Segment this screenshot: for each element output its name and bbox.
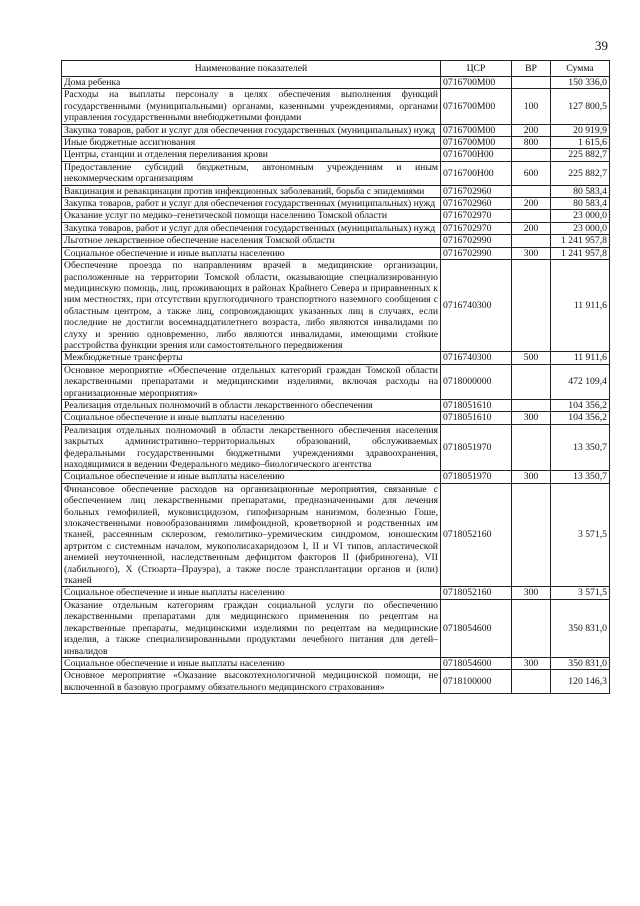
cell-vr: 100: [512, 89, 551, 124]
cell-csr: 0718051610: [441, 399, 512, 411]
cell-csr: 0716700М00: [441, 137, 512, 149]
cell-vr: [512, 235, 551, 247]
cell-name: Основное мероприятие «Обеспечение отдельных категорий граждан Томской области лекарственными препаратами и медицинскими изделиями, включая расходы на организационные мероприятия»: [62, 364, 441, 399]
cell-name: Закупка товаров, работ и услуг для обеспечения государственных (муниципальных) нужд: [62, 222, 441, 234]
cell-sum: 127 800,5: [551, 89, 610, 124]
table-row: [62, 222, 610, 234]
cell-csr: 0718100000: [441, 670, 512, 694]
table-row: [62, 587, 610, 599]
cell-name: Оказание отдельным категориям граждан социальной услуги по обеспечению лекарственными препаратами для медицинского применения по рецептам на лекарственные препараты, медицинскими изделиями по рецептам на медицинские изделия, а также специализированными продуктами лечебного питания для детей–инвалидов: [62, 599, 441, 657]
cell-csr: 0718051970: [441, 471, 512, 483]
cell-csr: 0718054600: [441, 657, 512, 669]
cell-name: Социальное обеспечение и иные выплаты населению: [62, 412, 441, 424]
cell-name: Реализация отдельных полномочий в области лекарственного обеспечения населения закрытых административно–территориальных образований, обслуживаемых федеральными государственными бюджетными учреждениями здравоохранения, находящимися в ведении Федерального медико–биологического агентства: [62, 424, 441, 471]
cell-sum: 104 356,2: [551, 399, 610, 411]
cell-csr: 0718054600: [441, 599, 512, 657]
cell-sum: 150 336,0: [551, 77, 610, 89]
cell-vr: [512, 364, 551, 399]
cell-name: Социальное обеспечение и иные выплаты населению: [62, 247, 441, 259]
cell-name: Финансовое обеспечение расходов на организационные мероприятия, связанные с обеспечением лиц лекарственными препаратами, предназначенными для лечения больных гемофилией, муковисцидозом, гипофизарным нанизмом, болезнью Гоше, злокачественными новообразованиями лимфоидной, кроветворной и родственных им тканей, рассеянным склерозом, гемолитико–уремическим синдромом, юношеским артритом с системным началом, мукополисахаридозом I, II и VI типов, апластической анемией неуточненной, наследственным дефицитом факторов II (фибриногена), VII (лабильного), X (Стюарта–Прауэра), а также после трансплантации органов и (или) тканей: [62, 483, 441, 587]
table-row: [62, 161, 610, 185]
cell-sum: 3 571,5: [551, 483, 610, 587]
table-row: [62, 260, 610, 352]
cell-vr: [512, 599, 551, 657]
table-row: [62, 483, 610, 587]
cell-sum: 3 571,5: [551, 587, 610, 599]
cell-name: Межбюджетные трансферты: [62, 352, 441, 364]
cell-sum: 1 241 957,8: [551, 247, 610, 259]
cell-csr: 0716700М00: [441, 124, 512, 136]
table-row: [62, 352, 610, 364]
cell-sum: 350 831,0: [551, 657, 610, 669]
cell-vr: 200: [512, 222, 551, 234]
cell-vr: [512, 260, 551, 352]
table-row: [62, 149, 610, 161]
cell-csr: 0716740300: [441, 352, 512, 364]
table-row: [62, 137, 610, 149]
cell-name: Основное мероприятие «Оказание высокотехнологичной медицинской помощи, не включенной в базовую программу обязательного медицинского страхования»: [62, 670, 441, 694]
cell-name: Расходы на выплаты персоналу в целях обеспечения выполнения функций государственными (муниципальными) органами, казенными учреждениями, органами управления государственными внебюджетными фондами: [62, 89, 441, 124]
cell-sum: 80 583,4: [551, 198, 610, 210]
header-csr: ЦСР: [441, 61, 512, 77]
cell-csr: 0718051610: [441, 412, 512, 424]
cell-name: Вакцинация и ревакцинация против инфекционных заболеваний, борьба с эпидемиями: [62, 185, 441, 197]
cell-vr: 300: [512, 587, 551, 599]
table-row: [62, 235, 610, 247]
cell-name: Центры, станции и отделения переливания крови: [62, 149, 441, 161]
cell-name: Реализация отдельных полномочий в области лекарственного обеспечения: [62, 399, 441, 411]
cell-name: Предоставление субсидий бюджетным, автономным учреждениям и иным некоммерческим организациям: [62, 161, 441, 185]
table-row: [62, 198, 610, 210]
table-row: [62, 185, 610, 197]
cell-sum: 225 882,7: [551, 161, 610, 185]
cell-sum: 350 831,0: [551, 599, 610, 657]
cell-sum: 225 882,7: [551, 149, 610, 161]
table-row: [62, 599, 610, 657]
cell-vr: 300: [512, 412, 551, 424]
table-row: [62, 670, 610, 694]
cell-sum: 1 615,6: [551, 137, 610, 149]
cell-csr: 0716702960: [441, 185, 512, 197]
cell-vr: 500: [512, 352, 551, 364]
cell-sum: 472 109,4: [551, 364, 610, 399]
cell-csr: 0718052160: [441, 483, 512, 587]
header-vr: ВР: [512, 61, 551, 77]
cell-csr: 0716702970: [441, 222, 512, 234]
cell-name: Закупка товаров, работ и услуг для обеспечения государственных (муниципальных) нужд: [62, 198, 441, 210]
cell-name: Льготное лекарственное обеспечение населения Томской области: [62, 235, 441, 247]
cell-sum: 11 911,6: [551, 352, 610, 364]
cell-sum: 1 241 957,8: [551, 235, 610, 247]
cell-vr: [512, 210, 551, 222]
table-header-row: [62, 61, 610, 77]
cell-csr: 0718051970: [441, 424, 512, 471]
table-row: [62, 424, 610, 471]
table-row: [62, 77, 610, 89]
cell-csr: 0716700М00: [441, 77, 512, 89]
cell-name: Оказание услуг по медико–генетической помощи населению Томской области: [62, 210, 441, 222]
header-sum: Сумма: [551, 61, 610, 77]
cell-vr: [512, 185, 551, 197]
cell-vr: 600: [512, 161, 551, 185]
cell-sum: 104 356,2: [551, 412, 610, 424]
cell-csr: 0716702960: [441, 198, 512, 210]
cell-vr: [512, 149, 551, 161]
cell-vr: [512, 424, 551, 471]
cell-sum: 23 000,0: [551, 222, 610, 234]
cell-name: Социальное обеспечение и иные выплаты населению: [62, 587, 441, 599]
header-name: Наименование показателей: [62, 61, 441, 77]
cell-sum: 23 000,0: [551, 210, 610, 222]
cell-name: Иные бюджетные ассигнования: [62, 137, 441, 149]
cell-vr: 200: [512, 124, 551, 136]
cell-vr: 300: [512, 247, 551, 259]
table-row: [62, 210, 610, 222]
table-row: [62, 657, 610, 669]
cell-name: Закупка товаров, работ и услуг для обеспечения государственных (муниципальных) нужд: [62, 124, 441, 136]
cell-vr: [512, 483, 551, 587]
cell-sum: 13 350,7: [551, 471, 610, 483]
table-row: [62, 471, 610, 483]
cell-name: Обеспечение проезда по направлениям врачей в медицинские организации, расположенные на территории Томской области, оказывающие специализированную медицинскую помощь, лиц, проживающих в районах Крайнего Севера и приравненных к ним местностях, при отсутствии круглогодичного транспортного наземного сообщения с областным центром, а также лиц, сопровождающих указанных лиц в случаях, если последние не достигли восемнадцатилетнего возраста, либо являются инвалидами по слуху и зрению одновременно, либо являются инвалидами, имеющими стойкие расстройства функции зрения или самостоятельного передвижения: [62, 260, 441, 352]
cell-csr: 0718052160: [441, 587, 512, 599]
cell-csr: 0716740300: [441, 260, 512, 352]
cell-csr: 0716702990: [441, 247, 512, 259]
cell-vr: 800: [512, 137, 551, 149]
cell-vr: 300: [512, 471, 551, 483]
cell-vr: 300: [512, 657, 551, 669]
cell-name: Социальное обеспечение и иные выплаты населению: [62, 471, 441, 483]
cell-csr: 0716700Н00: [441, 161, 512, 185]
table-row: [62, 124, 610, 136]
table-row: [62, 364, 610, 399]
cell-name: Дома ребенка: [62, 77, 441, 89]
cell-vr: 200: [512, 198, 551, 210]
cell-csr: 0716700М00: [441, 89, 512, 124]
cell-sum: 80 583,4: [551, 185, 610, 197]
cell-vr: [512, 670, 551, 694]
cell-csr: 0716702970: [441, 210, 512, 222]
cell-sum: 20 919,9: [551, 124, 610, 136]
page-number: 39: [595, 38, 608, 53]
table-row: [62, 247, 610, 259]
table-row: [62, 412, 610, 424]
cell-vr: [512, 77, 551, 89]
cell-sum: 11 911,6: [551, 260, 610, 352]
cell-vr: [512, 399, 551, 411]
budget-table: [61, 60, 610, 694]
cell-csr: 0718000000: [441, 364, 512, 399]
cell-sum: 120 146,3: [551, 670, 610, 694]
cell-name: Социальное обеспечение и иные выплаты населению: [62, 657, 441, 669]
table-row: [62, 399, 610, 411]
cell-csr: 0716702990: [441, 235, 512, 247]
cell-sum: 13 350,7: [551, 424, 610, 471]
cell-csr: 0716700Н00: [441, 149, 512, 161]
table-row: [62, 89, 610, 124]
